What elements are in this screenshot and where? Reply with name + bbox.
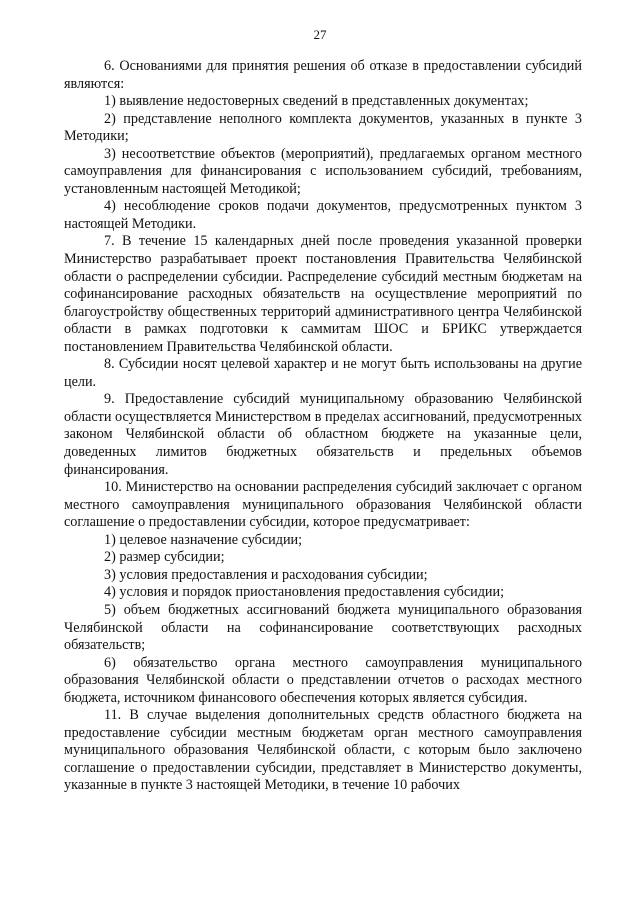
list-item-6-2: 2) представление неполного комплекта документов, указанных в пункте 3 Методики; [64, 110, 582, 145]
page-number: 27 [313, 27, 327, 42]
list-item-6-1: 1) выявление недостоверных сведений в представленных документах; [104, 93, 529, 110]
list-item-6-3: 3) несоответствие объектов (мероприятий), предлагаемых органом местного самоуправления для финансирования с использованием субсидий, требованиям, установленным настоящей Методикой; [64, 145, 582, 197]
list-item-10-1: 1) целевое назначение субсидии; [104, 531, 303, 548]
paragraph-9: 9. Предоставление субсидий муниципальному образованию Челябинской области осуществляется Министерством в пределах ассигнований, предусмотренных законом Челябинской области об областном бюджете на указанные цели, доведенных лимитов бюджетных обязательств и предельных объемов финансирования. [64, 391, 582, 478]
list-item-10-2: 2) размер субсидии; [104, 549, 225, 566]
list-item-6-4: 4) несоблюдение сроков подачи документов, предусмотренных пунктом 3 настоящей Методики. [64, 198, 582, 232]
paragraph-10: 10. Министерство на основании распределения субсидий заключает с органом местного самоуправления муниципального образования Челябинской области соглашение о предоставлении субсидии, которое предусматривает: [64, 479, 582, 531]
paragraph-8: 8. Субсидии носят целевой характер и не могут быть использованы на другие цели. [64, 356, 582, 390]
paragraph-6: 6. Основаниями для принятия решения об отказе в предоставлении субсидий являются: [64, 58, 582, 92]
list-item-10-3: 3) условия предоставления и расходования субсидии; [104, 566, 428, 583]
list-item-10-5: 5) объем бюджетных ассигнований бюджета муниципального образования Челябинской области на софинансирование соответствующих расходных обязательств; [64, 601, 582, 654]
paragraph-7: 7. В течение 15 календарных дней после проведения указанной проверки Министерство разрабатывает проект постановления Правительства Челябинской области о распределении субсидии. Распределение субсидий местным бюджетам на софинансирование расходных обязательств на осуществление мероприятий по благоустройству общественных территорий административного центра Челябинской области в рамках подготовки к саммитам ШОС и БРИКС утверждается постановлением Правительства Челябинской области. [64, 233, 582, 355]
list-item-10-6: 6) обязательство органа местного самоуправления муниципального образования Челябинской области о представлении отчетов о расходах местного бюджета, источником финансового обеспечения которых является субсидия. [64, 654, 582, 706]
paragraph-11: 11. В случае выделения дополнительных средств областного бюджета на предоставление субсидии местным бюджетам орган местного самоуправления муниципального образования Челябинской области, с которым было заключено соглашение о предоставлении субсидии, представляет в Министерство документы, указанные в пункте 3 настоящей Методики, в течение 10 рабочих [64, 707, 582, 794]
list-item-10-4: 4) условия и порядок приостановления предоставления субсидии; [104, 584, 505, 601]
document-body [64, 58, 582, 795]
